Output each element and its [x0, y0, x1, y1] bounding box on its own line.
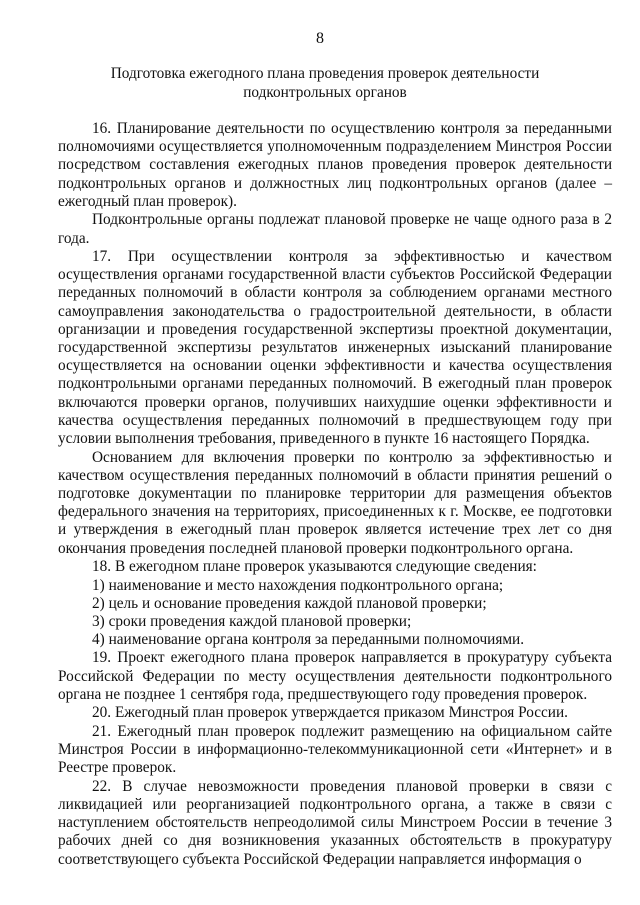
list-item: 4) наименование органа контроля за переданными полномочиями.	[92, 631, 525, 649]
paragraph-inclusion-basis: Основанием для включения проверки по контролю за эффективностью и качеством осуществления переданных полномочий в области принятия решений о подготовке документации по планировке территории для размещения объектов федерального значения на территориях, присоединенных к г. Москве, ее подготовки и утверждения в ежегодный план проверок является истечение трех лет со дня окончания проведения последней плановой проверки подконтрольного органа.	[58, 448, 612, 557]
list-item: 2) цель и основание проведения каждой плановой проверки;	[92, 594, 487, 612]
paragraph-inspection-frequency: Подконтрольные органы подлежат плановой проверке не чаще одного раза в 2 года.	[58, 211, 612, 247]
section-title: Подготовка ежегодного плана проведения проверок деятельности подконтрольных органов	[110, 65, 540, 101]
paragraph-20: 20. Ежегодный план проверок утверждается приказом Минстроя России.	[92, 704, 568, 722]
paragraph-19: 19. Проект ежегодного плана проверок направляется в прокуратуру субъекта Российской Федерации по месту осуществления деятельности подконтрольного органа не позднее 1 сентября года, предшествующего году проведения проверок.	[58, 649, 612, 703]
paragraph-16: 16. Планирование деятельности по осуществлению контроля за переданными полномочиями осуществляется уполномоченным подразделением Минстроя России посредством составления ежегодных планов проведения проверок деятельности подконтрольных органов и должностных лиц подконтрольных органов (далее – ежегодный план проверок).	[58, 120, 612, 210]
list-item: 1) наименование и место нахождения подконтрольного органа;	[92, 576, 504, 594]
page-number: 8	[316, 30, 324, 47]
list-item: 3) сроки проведения каждой плановой проверки;	[92, 612, 412, 630]
document-body	[58, 120, 612, 869]
paragraph-18: 18. В ежегодном плане проверок указываются следующие сведения:	[92, 558, 537, 576]
paragraph-17: 17. При осуществлении контроля за эффективностью и качеством осуществления органами государственной власти субъектов Российской Федерации переданных полномочий в области контроля за соблюдением органами местного самоуправления законодательства о градостроительной деятельности, в области организации и проведения государственной экспертизы проектной документации, государственной экспертизы результатов инженерных изысканий планирование осуществляется на основании оценки эффективности и качества осуществления подконтрольными органами переданных полномочий. В ежегодный план проверок включаются проверки органов, получивших наихудшие оценки эффективности и качества осуществления переданных полномочий в предшествующем году при условии выполнения требования, приведенного в пункте 16 настоящего Порядка.	[58, 248, 612, 448]
paragraph-21: 21. Ежегодный план проверок подлежит размещению на официальном сайте Минстроя России в информационно-телекоммуникационной сети «Интернет» и в Реестре проверок.	[58, 722, 612, 777]
paragraph-22: 22. В случае невозможности проведения плановой проверки в связи с ликвидацией или реорганизацией подконтрольного органа, а также в связи с наступлением обстоятельств непреодолимой силы Минстроем России в течение 3 рабочих дней со дня возникновения указанных обстоятельств в прокуратуру соответствующего субъекта Российской Федерации направляется информация о	[58, 777, 612, 868]
